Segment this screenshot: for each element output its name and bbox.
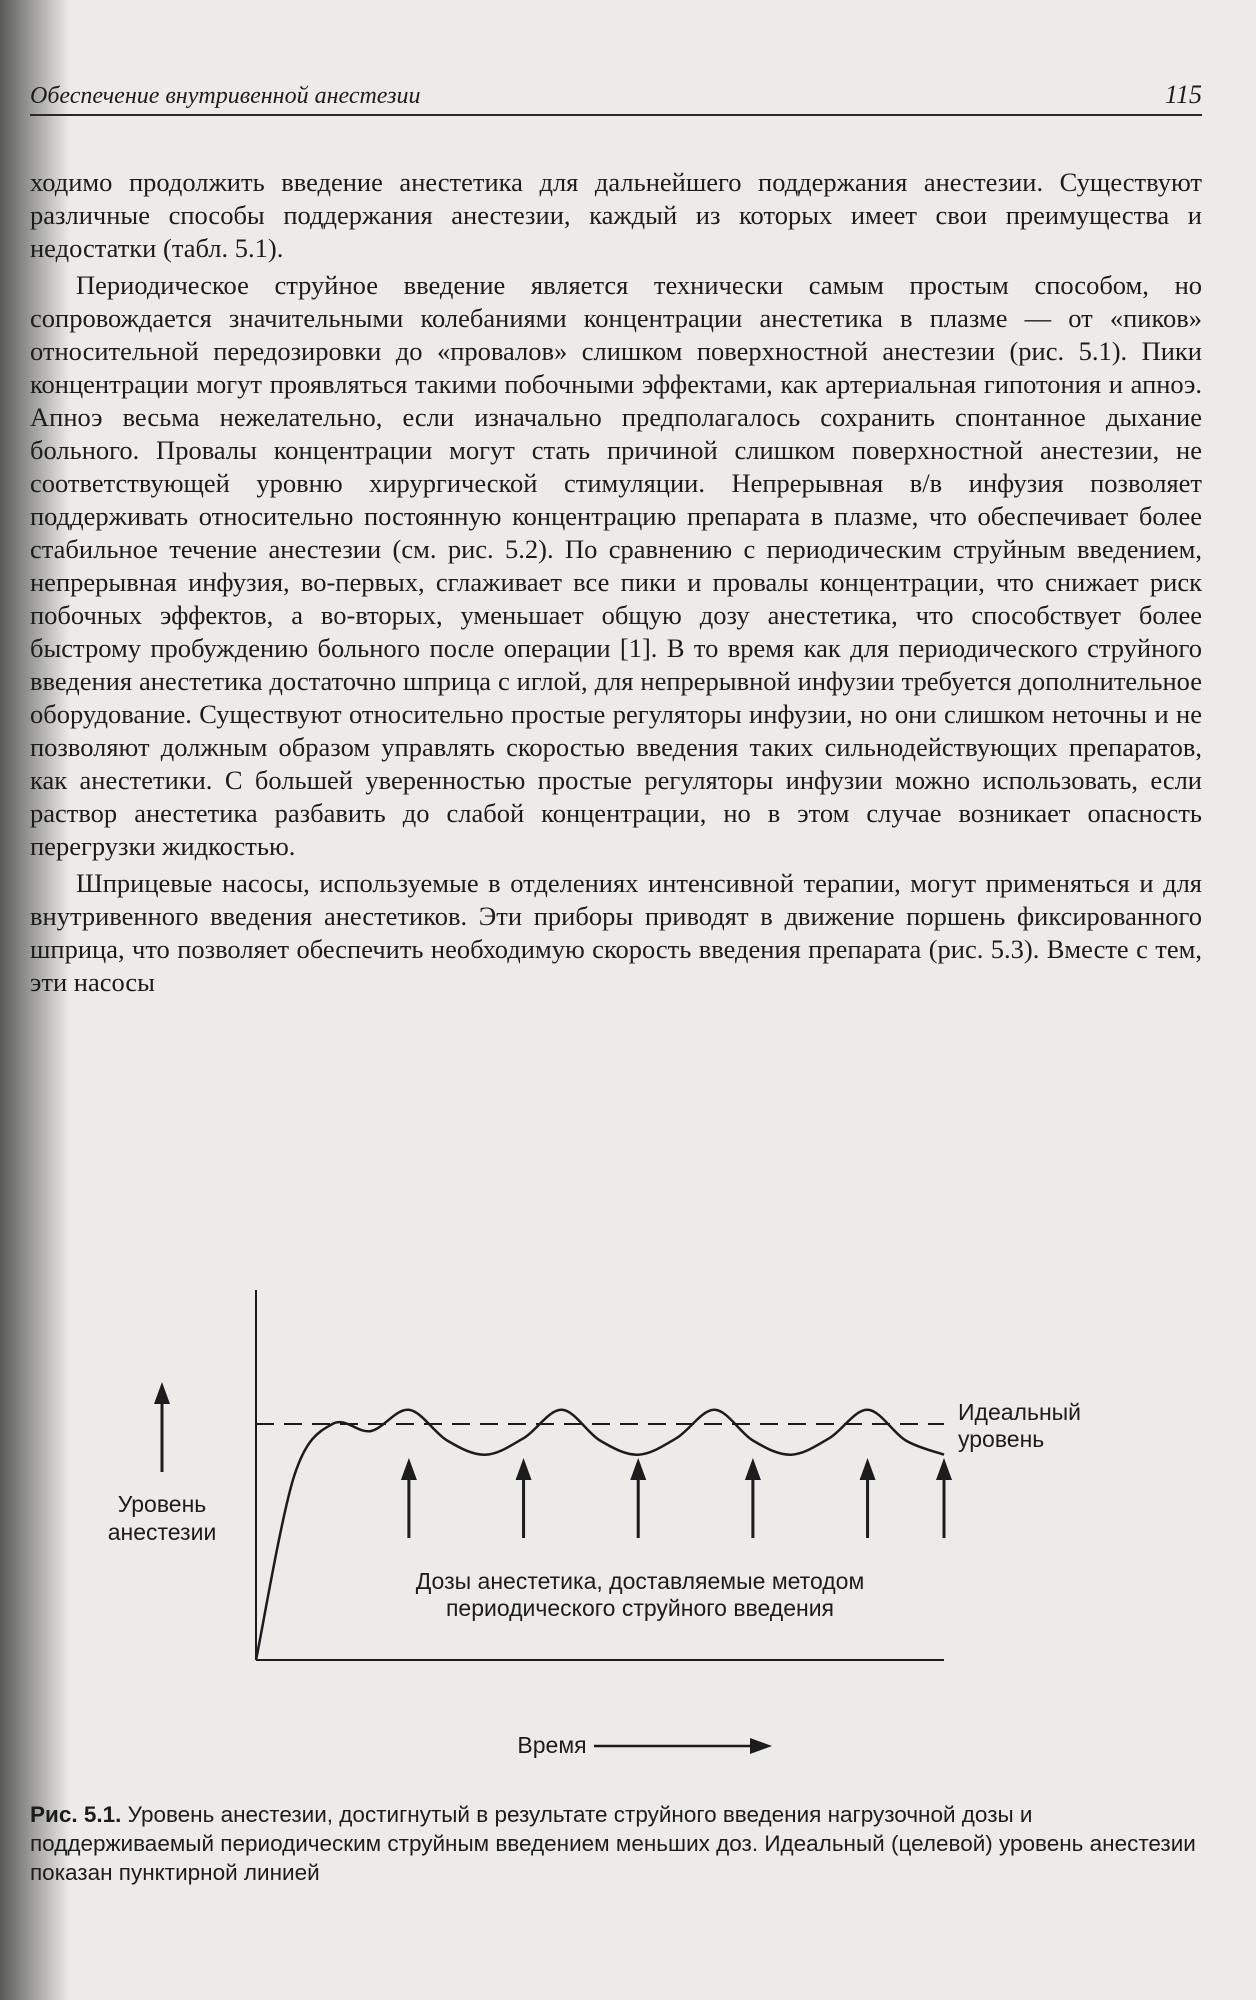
y-axis-label-line2: анестезии: [107, 1519, 217, 1545]
ideal-level-label-line1: Идеальный: [958, 1399, 1082, 1425]
dose-arrow: [630, 1458, 646, 1538]
y-axis-label-line1: Уровень: [117, 1491, 207, 1517]
x-axis-arrow: [594, 1738, 772, 1754]
dose-arrow: [401, 1458, 417, 1538]
figure-caption: [30, 1800, 1202, 1887]
caption-text: Уровень анестезии, достигнутый в результате струйного введения нагрузочной дозы и поддерживаемый периодическим струйным введением меньших доз. Идеальный (целевой) уровень анестезии показан пунктирной линией: [30, 1802, 1196, 1885]
x-axis-label: Время: [517, 1732, 587, 1758]
page-header: [30, 78, 1202, 116]
figure-5-1: [60, 1276, 1200, 1796]
dose-arrow: [745, 1458, 761, 1538]
paragraph-2: Периодическое струйное введение является технически самым простым способом, но сопровождается значительными колебаниями концентрации анестетика в плазме — от «пиков» относительной передозировки до «провалов» слишком поверхностной анестезии (рис. 5.1). Пики концентрации могут проявляться такими побочными эффектами, как артериальная гипотония и апноэ. Апноэ весьма нежелательно, если изначально предполагалось сохранить спонтанное дыхание больного. Провалы концентрации могут стать причиной слишком поверхностной анестезии, не соответствующей уровню хирургической стимуляции. Непрерывная в/в инфузия позволяет поддерживать относительно постоянную концентрацию препарата в плазме, что обеспечивает более стабильное течение анестезии (см. рис. 5.2). По сравнению с периодическим струйным введением, непрерывная инфузия, во-первых, сглаживает все пики и провалы концентрации, что снижает риск побочных эффектов, а во-вторых, уменьшает общую дозу анестетика, что способствует более быстрому пробуждению больного после операции [1]. В то время как для периодического струйного введения анестетика достаточно шприца с иглой, для непрерывной инфузии требуется дополнительное оборудование. Существуют относительно простые регуляторы инфузии, но они слишком неточны и не позволяют должным образом управлять скоростью введения таких сильнодействующих препаратов, как анестетики. С большей уверенностью простые регуляторы инфузии можно использовать, если раствор анестетика разбавить до слабой концентрации, но в этом случае возникает опасность перегрузки жидкостью.: [30, 270, 1202, 861]
y-axis-arrow: [154, 1382, 170, 1472]
dose-annotation-line1: Дозы анестетика, доставляемые методом: [415, 1568, 865, 1594]
running-title: Обеспечение внутривенной анестезии: [30, 83, 421, 109]
page-number: 115: [1164, 80, 1202, 109]
dose-annotation-line2: периодического струйного введения: [445, 1595, 835, 1621]
paragraph-3: Шприцевые насосы, используемые в отделениях интенсивной терапии, могут применяться и для внутривенного введения анестетиков. Эти приборы приводят в движение поршень фиксированного шприца, что позволяет обеспечить необходимую скорость введения препарата (рис. 5.3). Вместе с тем, эти насосы: [30, 868, 1202, 997]
body-text: [30, 166, 1202, 999]
dose-arrows: [401, 1458, 952, 1538]
dose-arrow: [936, 1458, 952, 1538]
anesthesia-level-chart: [60, 1276, 1200, 1796]
paragraph-1: ходимо продолжить введение анестетика для дальнейшего поддержания анестезии. Существуют различные способы поддержания анестезии, каждый из которых имеет свои преимущества и недостатки (табл. 5.1).: [30, 167, 1202, 263]
dose-arrow: [516, 1458, 532, 1538]
ideal-level-label-line2: уровень: [958, 1426, 1045, 1452]
caption-label: Рис. 5.1.: [30, 1802, 122, 1827]
anesthesia-level-curve: [256, 1410, 944, 1660]
dose-arrow: [860, 1458, 876, 1538]
